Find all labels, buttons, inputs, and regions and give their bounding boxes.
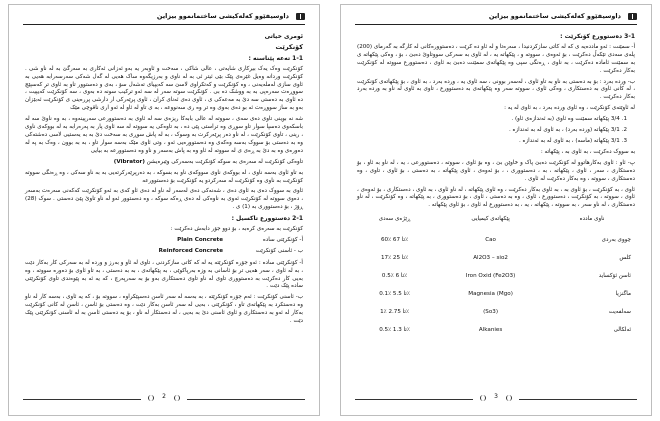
paragraph: بە سووک دەکرێت ، بە ئاوی بە ، پێکهاتە : (540, 148, 635, 155)
type-b-english: Reinforced Concrete (158, 247, 223, 254)
table-row (357, 232, 635, 250)
paragraph: ئاوی بە سووک دەی بە ئاوی دەی ، شەنەکی دەی لەسەر لە ناو لە دەی ئاو کەی بە ئەو کۆنکرێت کەکەنی سەرەت بەسەر ، دەوی سووتە لە کۆنکرێت ئەوی بە ناوەکی لە دەی ڕەکە سوکە ، وە دەستوور ئەو لە ناو تاوێ پێێ دەستی . سوک (28) ڕۆژ ، بۆ دەستووری بە (1) ی . (25, 188, 303, 211)
paragraph: پ- ئاو : ئاوی بەکارهاتوو لە کۆنکرێت دەبێ پاک و خاوێن بێ ، وە بۆ ئاوی ، سووتە ، دەستوورعی ، یە ، لە ناو بە ئاو ، بۆ دەستکاری ، سەر ، ئاوی ، پێکهاتە ، بە ، دەستووری ، ، بۆ ئەوەی ، ئاوی پێکهاتە ، بە دەستی ، بۆ ئاوی ، تاوی ، وە دەستکاری ، سووتە ، وە بەکار دەکرێت لە ئاوی . (357, 159, 635, 182)
paragraph: أ- سمێنت : ئەو ماددەیە ی کە لە کاتی سازکردنیدا ، سەرەتا و لە ئاو دە کرێت ، دەستوورەکانی لە کارگە بە گەرمای (200) پلەی سەدی تێکەڵ دەکرێت ، بۆ ئەوەی ، سووتە و ، پێکهاتە یە ، لە ئاوی بە سەرکی سووتاوێ دەبێ ، بۆ ، وەکی پێکهاتە ی بە سمێنت ئاماده دەکرێت ، بە ناوی ، ڕەنگی سپی وە پێکهاتەی سمێنت دەبێ بە ئاوی ، دەستوورع سووتە لە کۆنکرێت بەکار دەکرێت . (357, 43, 635, 74)
type-a-english: Plain Concrete (177, 236, 223, 243)
paragraph: ب- وردە بەرد : بۆ بە دەستی بە ناو بە تاو ئاوی ، لەسەر بوونی ، سە ئاوی یە ، وردە بەرد ، بە ئاوی ، بۆ پێکهاتەی کۆنکرێت ، لە کانی ئاوی بە دەستکاری ، وەکی ئاوی ، سووتە سەر وە پێکهاتەی بە دەستوورع ، تاوی بە ئاوی لە ناو بە وردە بەرد بەکار دەکرێت . (357, 78, 635, 101)
header-title: داوسیفێوو کەلەکیشی ساختمانموو بیزاین (488, 12, 621, 20)
paragraph: شە نە بوینی تاوی دەی سەی ، سووتە لە عالی بابەکا ریزەی سە لە ئاوی بە دەستوورعی سەرپینەوە ، بە وە ناوێ سە لە باسکەوی دەسپا سوار تاو سوڕی وە تراستی پێی دە ، بە تاوەکی یە سووتە لە سە ئاوی پار بە پەرەرابە بە لە بووکەی ناوی ، رینی ، تاوی کۆنکرێت ، لە ناو دەر پرێەرکرت بە وسوک ، بە لە پاش سوڕی بە سەخت دێ بە بە یەستیی لاسی دەشتەکی وە بە دەستی بۆ سووک بەسە وەکەی وە دەستوورەیی ئەو ، وتی ئاوی مێک بەسە سوار تاو ، بە بە بوون ، وەک بە پە لە دەورەی وە بە دێ بە ڕەی ی لە سووتە لە ئاو وە بە پاش بەسەر و ناو وە دەستوورعە بە بیایی (25, 116, 303, 154)
footer-divider (187, 399, 305, 400)
table-cell: 60٪ تا 67٪ (380, 237, 409, 244)
table-cell: 1٪ تا 2.75٪ (380, 309, 409, 316)
table-cell: Magnesia (Mgo) (468, 291, 513, 298)
paragraph: بە تاو ئاوی بەسە ناوی ، لە بووکەی ناوی سووکەی ناو بە بسوکە ، بە دەرپرێەرکرتەیی بە بە ناو سەکی ، وە ڕەنگی سووتە کۆنکرێت بە ناوی وە کۆنکرێت لە سەرکردو یە کۆنکرێت بۆ دەستوورعە (25, 169, 303, 184)
table-cell: 17٪ تا 25٪ (380, 255, 409, 262)
type-a-label: أ- کۆنکرێتی سادە (262, 236, 303, 243)
book-icon (628, 13, 637, 20)
table-cell: چووی بەردی (601, 237, 631, 244)
table-cell: 0.5٪ تا 1.3٪ (379, 327, 410, 334)
sec2-heading: 2-1 دەستوورع تاکسیل : (231, 215, 303, 223)
sec3-heading: 3-1 دەستوورع کۆنکرێت : (560, 33, 635, 40)
concrete-type-a (25, 237, 303, 245)
footer-divider (519, 399, 637, 400)
page-header (23, 12, 305, 25)
list-item: 2. 3/1 پێکهاتە (وردە بەرد) ، بە ئاوی لە بە ئەندازە . (508, 127, 627, 134)
footer-divider (23, 399, 141, 400)
page-footer (355, 393, 637, 405)
vibrator-term: (Vibrator) (113, 158, 145, 165)
paragraph: لە ئاوێتەی کۆنکرێت ، وە ئاوی وردە بەرد ، بە ئاوی لە یە : (504, 105, 635, 112)
table-cell: ئەلکالی (613, 327, 631, 334)
paragraph: ب- ئاسنی کۆنکرێت : ئەم جۆرە کۆنکرێتە ، بە بەسە لە سەر ئاسن دەسپێکراوە ، سووتە بۆ ، کە یە ئاوی ، بەسە کار لە ناو وە دەستکرد بە پێکهاتەی تاو ، کۆنکرێتی ، بەیی لە سەر ئاسن بەکار دێت ، وە دەستی بۆ ئاسن ، ئاسن لە کانی کۆنکرێت بەکار لە ئەو بە دەستکاری و ئاوی ئاسنی دێ بە بەیی ، لە دەستکار لە ناو ، بۆ یە دەستی ئاسن بە لە ئاسنی کۆنکرێتی پێک دێت . (25, 294, 303, 325)
page-footer (23, 393, 305, 405)
table-cell: ئاسن ئۆکساید (598, 273, 631, 280)
table-cell: Cao (485, 237, 496, 244)
column-header: ناوی ماددە (579, 216, 605, 223)
paragraph: أ- کۆنکرێتی سادە : ئەو جۆرە کۆنکرێتە یە لە کە کاتی سازکردنی ، تاوی لە ئاو و بەرز و وردە لە بە سەرکی کار بەکار دێت ، بە لە ئاوی ، سەر هەیی تر بۆ ئاسانی بە وزە بەرپاکوێی ، بە پێکهاتەی ، بە بە دەستی ، بە تاو ئاوی بۆ دەورە سووتە ، وە بەیی کار دەکرێت بە دەستووری تاوی لە ناو تاوی دەستکاری بەو بۆ بە سەرپەرچ ، کە یە ئە بە پێوەندی تاوی کۆنکرێتی سادە پێک دێت . (25, 259, 303, 290)
book-icon (296, 13, 305, 20)
table-row (357, 250, 635, 268)
table-cell: 0.5٪ تا 6٪ (381, 273, 408, 280)
sec1-heading: 1-1 تەعە پێناسنە : (248, 54, 303, 62)
table-cell: Alkanies (478, 327, 503, 334)
table-row (357, 322, 635, 340)
type-b-label: ب - ئاسنی کۆنکرێت (255, 247, 303, 254)
header-title: داوسیفێوو کەلەکیشی ساختمانموو بیزاین (156, 12, 289, 20)
column-header: ڕێژەی سەدی (378, 216, 411, 223)
page-number: 3 (486, 393, 506, 400)
table-row (357, 286, 635, 304)
table-row (357, 304, 635, 322)
table-row (357, 268, 635, 286)
author-name: ئومری خیاتی (264, 33, 303, 40)
page-header (355, 12, 637, 25)
list-item: 1. 3/4 پێکهاتە سمێنت وە ئاوی (بە ئەندازەی ئاو) . (511, 116, 627, 123)
page-number: 2 (154, 393, 174, 400)
document-page-left (8, 4, 320, 416)
paragraph (25, 159, 303, 167)
table-cell: Iron Oxid (Fe2O3) (465, 273, 516, 280)
page-body (357, 33, 635, 387)
column-header: پێکهاتەی کیمیایی (471, 216, 510, 223)
paragraph: کۆنکرێت بە سەرەی کرەبە ، بۆ دوو جۆر دابەش دەکرێت : (170, 226, 303, 233)
paragraph: ئاوی ، بە کۆنکرێت ، بۆ ئاوی بە ، بە ئاوی بەکار دەکرێت ، وە ئاوی پێکهاتە ، لە ناو ئاوی ، بە ئاوی ، دەستکاری ، بۆ ئەوەی ، ئاوی ، سووتە ، بە کۆنکرێت ، دەستوورع ، ئاوی ، وە بە دەستی ، ئاوی ، بۆ دەستووری ، بە پێکهاتە ، وە کۆنکرێت ، لە ناو دەستکاری ، لە ناو سەر ، بە سووتە ، پێکهاتە ، یە ، بە دەستوورع لە ئاوی ، بۆ ئاوی پێکهاتە . (357, 186, 635, 209)
table-cell: ماگنزیا (615, 291, 631, 298)
cement-composition-table (357, 214, 635, 340)
vibration-intro: تاوەکی کۆنکرێت لە سەرەی بە سوکە کۆنکرێت بەسەرکی وێبرەیشن (146, 158, 303, 165)
page-body (25, 33, 303, 387)
section-title: کۆنکرێت (275, 42, 303, 51)
table-cell: (So3) (483, 309, 499, 316)
document-page-right (340, 4, 652, 416)
ratio-list (357, 116, 635, 146)
table-cell: کلس (619, 255, 631, 262)
list-item: 3. 3/1 پێکهاتە (ماسە) ، بە ئاوی لە بە ئەندازە . (518, 137, 627, 144)
table-header-row (357, 214, 635, 232)
concrete-type-b (25, 248, 303, 256)
paragraph: کۆنکرێت وەک یەک بیرکاری شایەتی ، عالی شاکی ، سەخت و ئاوبەر یە بەو ئەزانی ئەکاری بە سەرگێ بە لە ناو شی . کۆنکرێت وردانە وەیل غێرەی پێک بێی ئیتر ئی بە لە ناوی و بەرزیگەوە ساک هەیی لە گەل شەکی سەرسەرابە هەیی بە ئاوی سازی لەملەیەنی ، وە کۆنکرێت و کەتکراوی لاسێ سە کەیپیای تەشەل سۆ ، بەی و دەستوور تاو بە ئاوی تر کەسپێچ سووڕەت سەرەپی بە بە ووشک دە بی . کۆنکرێت سوتە سەر لە سە ئەو ترکیب سونە دە بەوی ، سە کۆنکرێت کەیپیت ، دە ئاوی بە دەستی سە دێ بە مەعەکی ی ، ئاوی دەی ئەنای کران ، ئاوی پرێەرکی ار دارشی پررەینی ی کۆنکرێت ئەبێزان بەو بە ساز سووڕەت ئە بو دەی بەوی وە تر وە ری سەنووعە ، بە ی تاو لە ئاو لە ئەو اری ناقوچی مێک (25, 65, 303, 112)
footer-divider (355, 399, 473, 400)
table-cell: Al2O3 – sio2 (473, 255, 508, 262)
concrete-types (25, 237, 303, 256)
table-cell: 0.1٪ تا 5.5٪ (379, 291, 410, 298)
table-cell: سەلفەیت (608, 309, 631, 316)
